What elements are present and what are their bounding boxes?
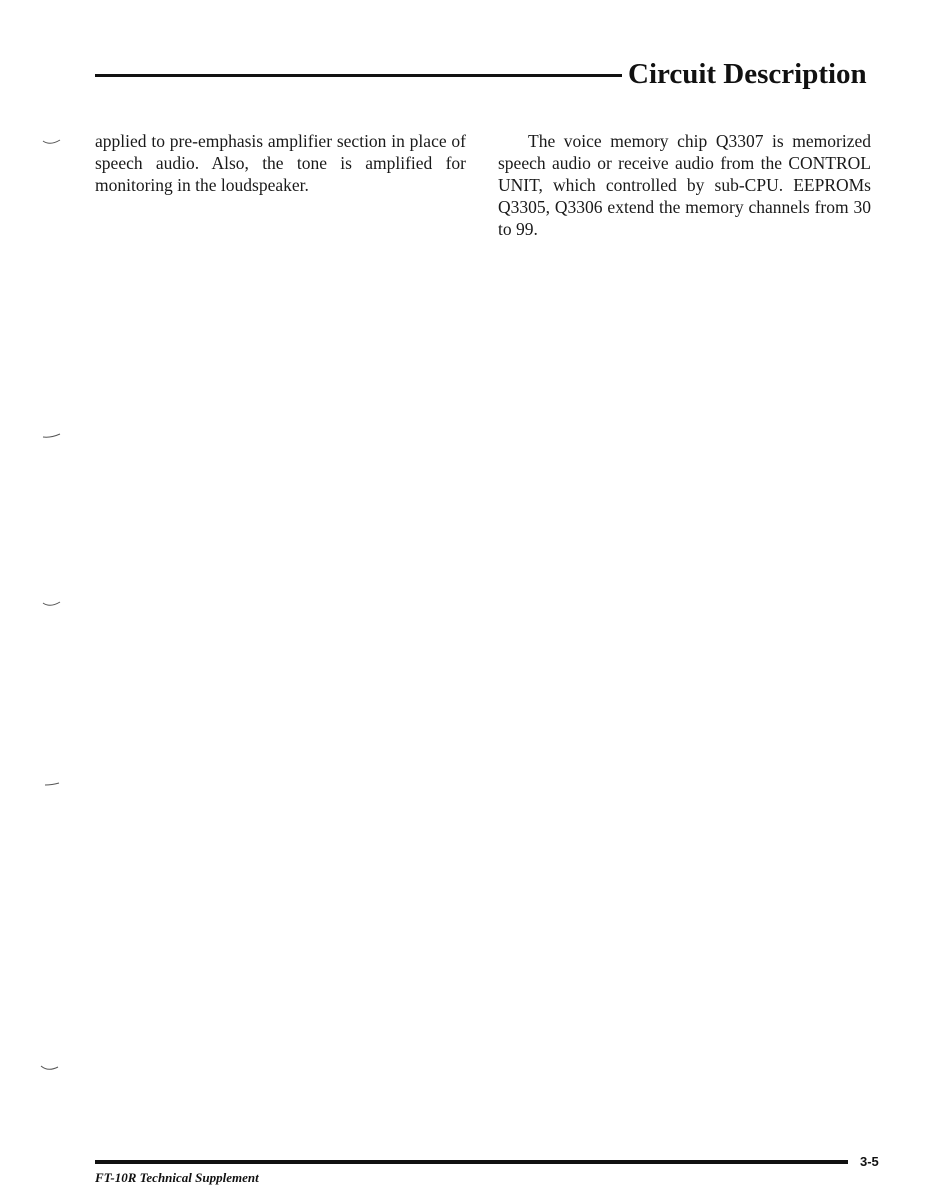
binding-hole-mark — [42, 138, 62, 146]
page-number: 3-5 — [860, 1154, 879, 1169]
binding-hole-mark — [40, 1064, 60, 1072]
right-column-paragraph: The voice memory chip Q3307 is memorized speech audio or receive audio from the CONTROL UNIT, which controlled by sub-CPU. EEPROMs Q3305, Q3306 extend the memory channels from 30 to 99. — [498, 131, 871, 239]
footer-document-title: FT-10R Technical Supplement — [95, 1170, 259, 1185]
binding-hole-mark — [42, 432, 62, 440]
right-column — [498, 130, 871, 240]
section-title: Circuit Description — [628, 58, 867, 90]
binding-hole-mark — [42, 600, 62, 608]
header-rule — [95, 74, 622, 77]
binding-hole-mark — [42, 780, 62, 788]
left-column-paragraph: applied to pre-emphasis amplifier section in place of speech audio. Also, the tone is amplified for monitoring in the loudspeaker. — [95, 131, 466, 195]
left-column — [95, 130, 466, 196]
footer-rule — [95, 1160, 848, 1164]
